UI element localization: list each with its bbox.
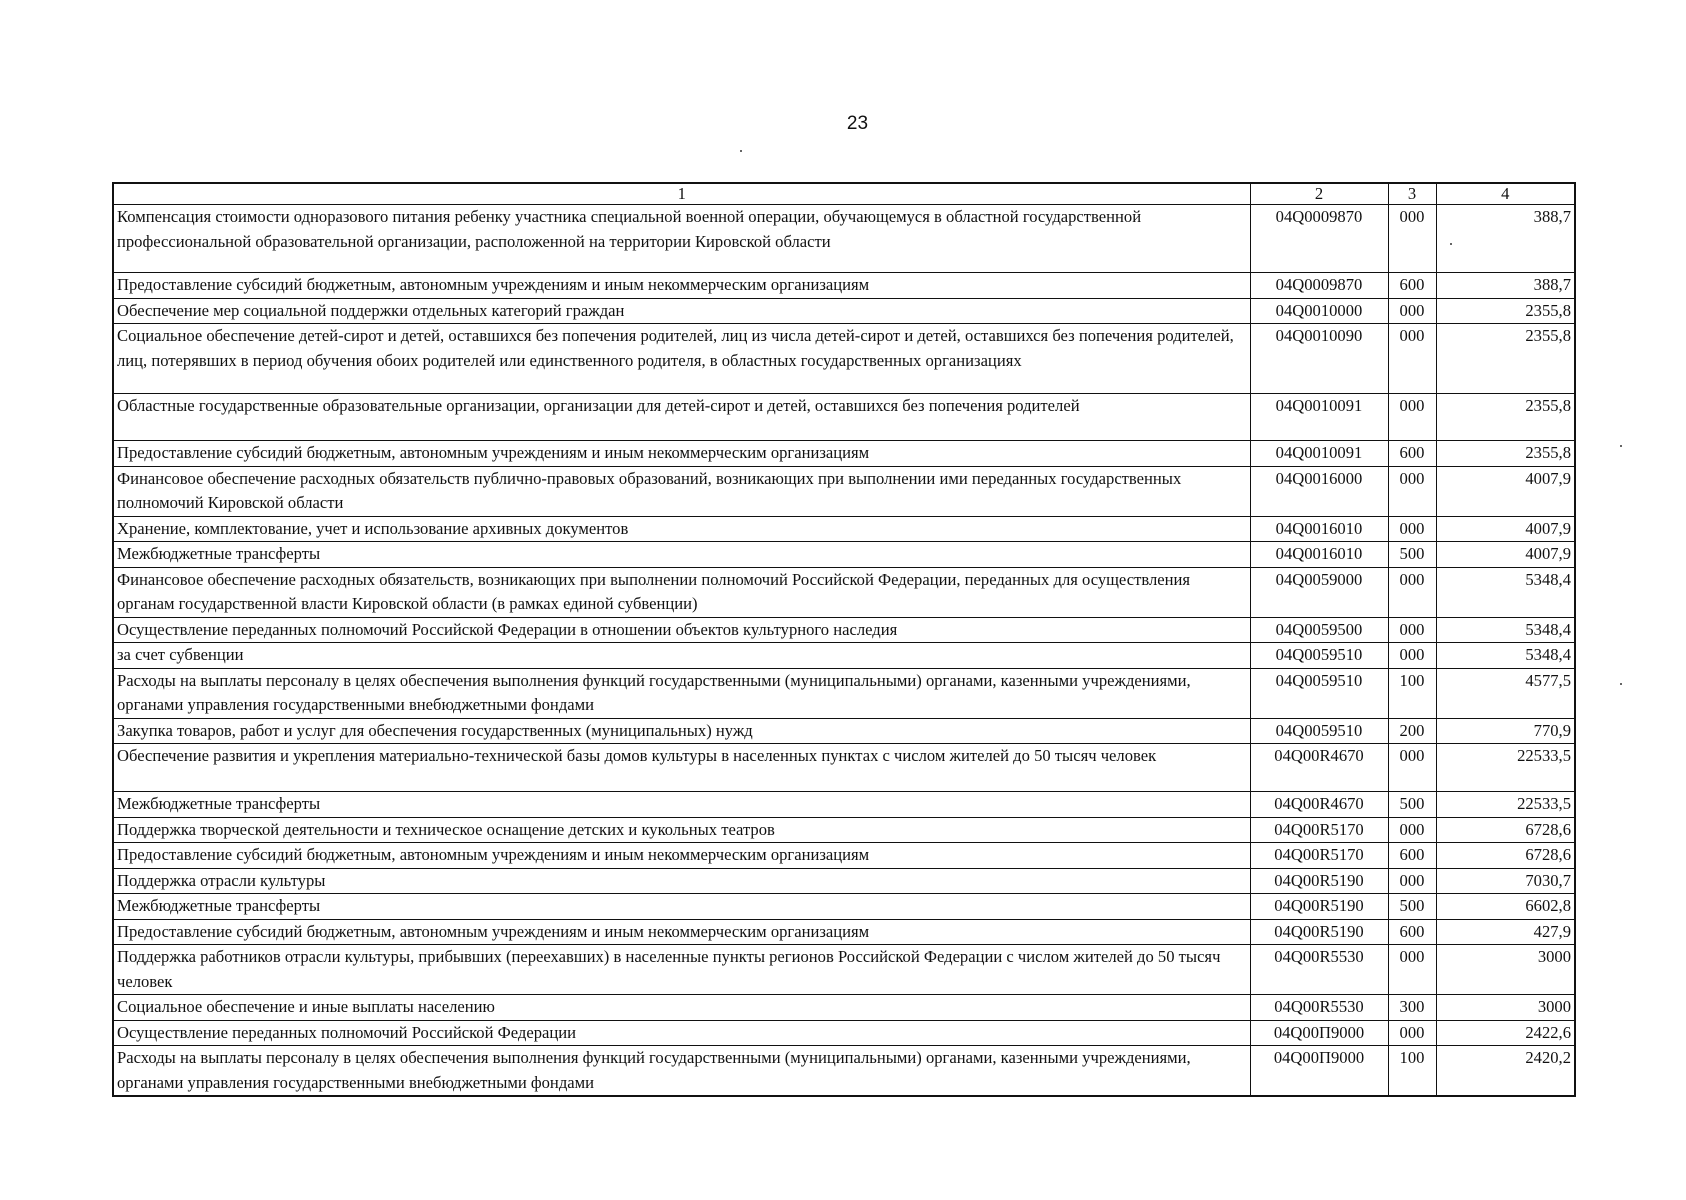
- row-type: 300: [1388, 995, 1436, 1021]
- table-row: [113, 466, 1575, 516]
- scan-speck: [1620, 445, 1622, 447]
- table-row: [113, 394, 1575, 441]
- header-col-1: 1: [113, 183, 1250, 205]
- table-row: [113, 617, 1575, 643]
- row-name: Обеспечение мер социальной поддержки отдельных категорий граждан: [113, 298, 1250, 324]
- row-name: Межбюджетные трансферты: [113, 792, 1250, 818]
- table-row: [113, 567, 1575, 617]
- table-row: [113, 868, 1575, 894]
- row-name: Предоставление субсидий бюджетным, автономным учреждениям и иным некоммерческим организациям: [113, 441, 1250, 467]
- row-type: 500: [1388, 894, 1436, 920]
- row-code: 04Q0059000: [1250, 567, 1388, 617]
- row-name: Обеспечение развития и укрепления материально-технической базы домов культуры в населенных пунктах с числом жителей до 50 тысяч человек: [113, 744, 1250, 792]
- table-row: [113, 843, 1575, 869]
- row-amount: 5348,4: [1436, 567, 1575, 617]
- row-type: 000: [1388, 394, 1436, 441]
- row-name: Предоставление субсидий бюджетным, автономным учреждениям и иным некоммерческим организациям: [113, 919, 1250, 945]
- row-name: Расходы на выплаты персоналу в целях обеспечения выполнения функций государственными (муниципальными) органами, казенными учреждениями, органами управления государственными внебюджетными фондами: [113, 1046, 1250, 1097]
- row-amount: 7030,7: [1436, 868, 1575, 894]
- row-code: 04Q00R5170: [1250, 817, 1388, 843]
- table-row: [113, 643, 1575, 669]
- row-name: за счет субвенции: [113, 643, 1250, 669]
- table-row: [113, 995, 1575, 1021]
- row-type: 600: [1388, 441, 1436, 467]
- row-code: 04Q0010091: [1250, 441, 1388, 467]
- header-col-4: 4: [1436, 183, 1575, 205]
- row-amount: 4577,5: [1436, 668, 1575, 718]
- row-code: 04Q0059510: [1250, 718, 1388, 744]
- row-name: Осуществление переданных полномочий Российской Федерации в отношении объектов культурного наследия: [113, 617, 1250, 643]
- row-amount: 6602,8: [1436, 894, 1575, 920]
- row-code: 04Q0010090: [1250, 324, 1388, 394]
- row-type: 600: [1388, 843, 1436, 869]
- row-code: 04Q0059500: [1250, 617, 1388, 643]
- header-row: [113, 183, 1575, 205]
- row-type: 000: [1388, 205, 1436, 273]
- row-amount: 5348,4: [1436, 617, 1575, 643]
- row-amount: 2355,8: [1436, 324, 1575, 394]
- table-row: [113, 273, 1575, 299]
- row-type: 100: [1388, 1046, 1436, 1097]
- row-name: Предоставление субсидий бюджетным, автономным учреждениям и иным некоммерческим организациям: [113, 273, 1250, 299]
- row-amount: 22533,5: [1436, 792, 1575, 818]
- row-amount: 2422,6: [1436, 1020, 1575, 1046]
- row-amount: 2420,2: [1436, 1046, 1575, 1097]
- table-row: [113, 542, 1575, 568]
- row-name: Поддержка творческой деятельности и техническое оснащение детских и кукольных театров: [113, 817, 1250, 843]
- row-code: 04Q00R4670: [1250, 792, 1388, 818]
- row-amount: 3000: [1436, 945, 1575, 995]
- row-type: 000: [1388, 516, 1436, 542]
- row-name: Поддержка работников отрасли культуры, прибывших (переехавших) в населенные пункты регионов Российской Федерации с числом жителей до 50 тысяч человек: [113, 945, 1250, 995]
- table-row: [113, 1020, 1575, 1046]
- row-code: 04Q00R5530: [1250, 995, 1388, 1021]
- row-code: 04Q00R5190: [1250, 919, 1388, 945]
- row-amount: 3000: [1436, 995, 1575, 1021]
- row-type: 000: [1388, 617, 1436, 643]
- row-type: 000: [1388, 643, 1436, 669]
- row-amount: 6728,6: [1436, 843, 1575, 869]
- row-amount: 4007,9: [1436, 516, 1575, 542]
- table-row: [113, 718, 1575, 744]
- row-amount: 388,7: [1436, 273, 1575, 299]
- table-row: [113, 668, 1575, 718]
- row-amount: 2355,8: [1436, 441, 1575, 467]
- row-amount: 388,7: [1436, 205, 1575, 273]
- row-type: 000: [1388, 567, 1436, 617]
- table-row: [113, 945, 1575, 995]
- row-amount: 2355,8: [1436, 394, 1575, 441]
- row-code: 04Q0009870: [1250, 273, 1388, 299]
- row-code: 04Q0016010: [1250, 542, 1388, 568]
- row-code: 04Q00R4670: [1250, 744, 1388, 792]
- header-col-3: 3: [1388, 183, 1436, 205]
- table-row: [113, 298, 1575, 324]
- page-number: 23: [846, 113, 869, 134]
- row-amount: 2355,8: [1436, 298, 1575, 324]
- row-type: 000: [1388, 744, 1436, 792]
- table-row: [113, 324, 1575, 394]
- row-name: Компенсация стоимости одноразового питания ребенку участника специальной военной операции, обучающемуся в областной государственной профессиональной образовательной организации, расположенной на территории Кировской области: [113, 205, 1250, 273]
- table-row: [113, 744, 1575, 792]
- row-code: 04Q0010091: [1250, 394, 1388, 441]
- header-col-2: 2: [1250, 183, 1388, 205]
- table-row: [113, 792, 1575, 818]
- table-row: [113, 817, 1575, 843]
- row-name: Финансовое обеспечение расходных обязательств, возникающих при выполнении полномочий Российской Федерации, переданных для осуществления органам государственной власти Кировской области (в рамках единой субвенции): [113, 567, 1250, 617]
- table-row: [113, 894, 1575, 920]
- scan-speck: [740, 150, 742, 152]
- row-amount: 4007,9: [1436, 542, 1575, 568]
- row-name: Областные государственные образовательные организации, организации для детей-сирот и детей, оставшихся без попечения родителей: [113, 394, 1250, 441]
- row-code: 04Q00П9000: [1250, 1020, 1388, 1046]
- row-code: 04Q00П9000: [1250, 1046, 1388, 1097]
- row-name: Хранение, комплектование, учет и использование архивных документов: [113, 516, 1250, 542]
- row-type: 000: [1388, 868, 1436, 894]
- row-type: 000: [1388, 817, 1436, 843]
- budget-table: [112, 182, 1576, 1097]
- row-code: 04Q00R5190: [1250, 894, 1388, 920]
- row-type: 000: [1388, 324, 1436, 394]
- row-type: 200: [1388, 718, 1436, 744]
- row-amount: 4007,9: [1436, 466, 1575, 516]
- row-amount: 22533,5: [1436, 744, 1575, 792]
- row-name: Социальное обеспечение детей-сирот и детей, оставшихся без попечения родителей, лиц из числа детей-сирот и детей, оставшихся без попечения родителей, лиц, потерявших в период обучения обоих родителей или единственного родителя, в областных государственных организациях: [113, 324, 1250, 394]
- row-amount: 770,9: [1436, 718, 1575, 744]
- row-name: Закупка товаров, работ и услуг для обеспечения государственных (муниципальных) нужд: [113, 718, 1250, 744]
- row-amount: 5348,4: [1436, 643, 1575, 669]
- row-amount: 427,9: [1436, 919, 1575, 945]
- row-type: 000: [1388, 1020, 1436, 1046]
- row-name: Осуществление переданных полномочий Российской Федерации: [113, 1020, 1250, 1046]
- row-code: 04Q0009870: [1250, 205, 1388, 273]
- row-name: Расходы на выплаты персоналу в целях обеспечения выполнения функций государственными (муниципальными) органами, казенными учреждениями, органами управления государственными внебюджетными фондами: [113, 668, 1250, 718]
- row-type: 600: [1388, 919, 1436, 945]
- row-name: Межбюджетные трансферты: [113, 894, 1250, 920]
- row-name: Финансовое обеспечение расходных обязательств публично-правовых образований, возникающих при выполнении ими переданных государственных полномочий Кировской области: [113, 466, 1250, 516]
- row-type: 500: [1388, 792, 1436, 818]
- table-row: [113, 205, 1575, 273]
- row-type: 100: [1388, 668, 1436, 718]
- row-code: 04Q00R5170: [1250, 843, 1388, 869]
- row-code: 04Q00R5190: [1250, 868, 1388, 894]
- row-code: 04Q0016010: [1250, 516, 1388, 542]
- row-type: 600: [1388, 273, 1436, 299]
- table-row: [113, 441, 1575, 467]
- row-type: 000: [1388, 466, 1436, 516]
- row-type: 500: [1388, 542, 1436, 568]
- row-code: 04Q0059510: [1250, 643, 1388, 669]
- row-type: 000: [1388, 298, 1436, 324]
- row-code: 04Q0059510: [1250, 668, 1388, 718]
- row-name: Предоставление субсидий бюджетным, автономным учреждениям и иным некоммерческим организациям: [113, 843, 1250, 869]
- scan-speck: [1620, 683, 1622, 685]
- row-code: 04Q00R5530: [1250, 945, 1388, 995]
- table-row: [113, 919, 1575, 945]
- row-code: 04Q0016000: [1250, 466, 1388, 516]
- row-code: 04Q0010000: [1250, 298, 1388, 324]
- row-name: Межбюджетные трансферты: [113, 542, 1250, 568]
- table-row: [113, 516, 1575, 542]
- row-amount: 6728,6: [1436, 817, 1575, 843]
- scan-speck: [1450, 243, 1452, 245]
- row-name: Социальное обеспечение и иные выплаты населению: [113, 995, 1250, 1021]
- table-row: [113, 1046, 1575, 1097]
- row-type: 000: [1388, 945, 1436, 995]
- row-name: Поддержка отрасли культуры: [113, 868, 1250, 894]
